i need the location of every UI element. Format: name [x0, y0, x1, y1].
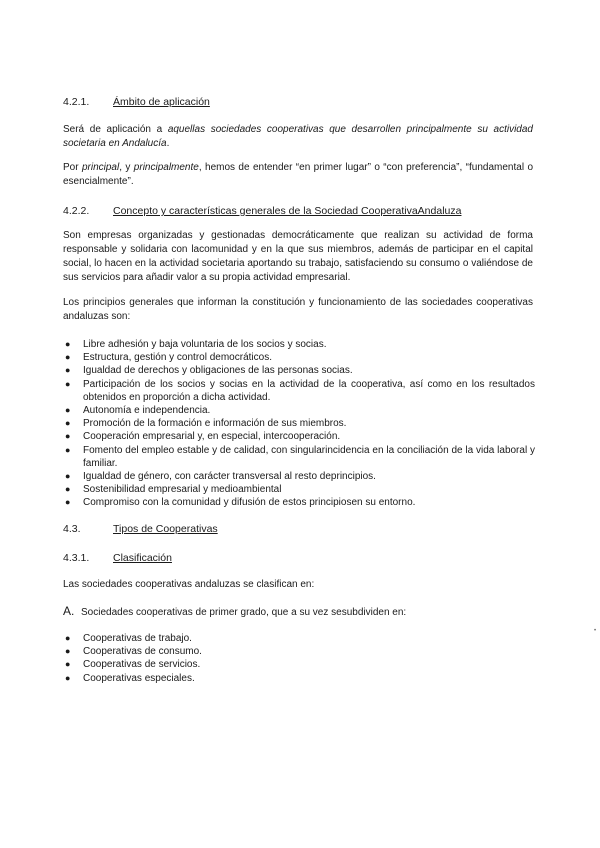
list-item: [63, 364, 535, 377]
bullet-icon: ●: [65, 378, 71, 389]
italic-text: principalmente: [133, 162, 199, 173]
list-item-text: Estructura, gestión y control democráticos.: [83, 352, 272, 364]
list-item: [63, 483, 535, 496]
bullet-icon: ●: [65, 418, 71, 429]
list-item: [63, 444, 535, 470]
paragraph-concept: [63, 229, 533, 285]
bullet-icon: ●: [65, 659, 71, 670]
bullet-icon: ●: [65, 352, 71, 363]
section-number: 4.3.1.: [63, 552, 90, 564]
list-item: [63, 496, 535, 509]
bullet-icon: ●: [65, 646, 71, 657]
italic-text: principal: [81, 162, 120, 173]
text-run: Será de aplicación a: [63, 124, 168, 135]
bullet-icon: ●: [65, 633, 71, 643]
list-item-text: Igualdad de derechos y obligaciones de las personas socias.: [83, 365, 353, 377]
list-item-text: Promoción de la formación e información de sus miembros.: [83, 418, 347, 430]
list-item-text: Cooperativas de servicios.: [83, 659, 201, 671]
list-item: [63, 430, 535, 443]
list-item: [63, 470, 535, 483]
section-heading-4-2-1: [63, 95, 210, 109]
list-item: [63, 417, 535, 430]
bullet-icon: ●: [65, 497, 71, 508]
list-item: [63, 645, 535, 658]
cooperative-types-list: [63, 632, 535, 685]
bullet-icon: ●: [65, 339, 71, 349]
bullet-icon: ●: [65, 484, 71, 495]
section-title: Clasificación: [113, 552, 172, 564]
principles-list: [63, 338, 535, 510]
list-item: [63, 338, 535, 351]
list-item-text: Igualdad de género, con carácter transversal al resto deprincipios.: [83, 471, 376, 483]
list-letter: A.: [63, 604, 75, 618]
list-item: [63, 632, 535, 645]
section-number: 4.3.: [63, 523, 81, 535]
list-item-text: Fomento del empleo estable y de calidad, con singularincidencia en la conciliación de la vida laboral y familiar.: [83, 444, 535, 469]
list-item-text: Cooperativas especiales.: [83, 672, 195, 684]
list-item-text: Libre adhesión y baja voluntaria de los socios y socias.: [83, 339, 327, 350]
list-item-text: Sostenibilidad empresarial y medioambiental: [83, 484, 282, 496]
section-title: Tipos de Cooperativas: [113, 523, 218, 535]
list-item: [63, 378, 535, 404]
bullet-icon: ●: [65, 365, 71, 376]
section-heading-4-2-2: [63, 204, 461, 218]
list-item: [63, 404, 535, 417]
section-title: Concepto y características generales de la Sociedad CooperativaAndaluza: [113, 205, 462, 217]
section-number: 4.2.2.: [63, 205, 90, 217]
section-title: Ámbito de aplicación: [113, 96, 210, 108]
section-heading-4-3: [63, 522, 218, 536]
bullet-icon: ●: [65, 672, 71, 683]
list-item: [63, 658, 535, 671]
paragraph-scope: [63, 123, 533, 151]
text-run: , hemos de entender “en primer lugar” o “con preferencia”, “fundamental o esencialmente”.: [63, 162, 534, 187]
bullet-icon: ●: [65, 471, 71, 482]
list-item: [63, 351, 535, 364]
paragraph-text: Los principios generales que informan la constitución y funcionamiento de las sociedades cooperativas andaluzas son:: [63, 297, 533, 322]
bullet-icon: ●: [65, 405, 71, 416]
list-item-text: Cooperación empresarial y, en especial, intercooperación.: [83, 431, 341, 443]
list-item-text: Cooperativas de consumo.: [83, 646, 202, 658]
paragraph-principles-intro: [63, 296, 533, 324]
paragraph-text: Las sociedades cooperativas andaluzas se clasifican en:: [63, 579, 315, 590]
paragraph-text: Son empresas organizadas y gestionadas democráticamente que realizan su actividad de forma responsable y solidaria con lacomunidad y en la que sus miembros, además de participar en el capital social, lo hacen en la actividad societaria aportando su trabajo, satisfaciendo su consumo o valiéndose de sus servicios para añadir valor a su propia actividad empresarial.: [63, 230, 533, 283]
list-item-text: Compromiso con la comunidad y difusión de estos principiosen su entorno.: [83, 497, 416, 509]
list-heading-a: [63, 604, 406, 620]
section-heading-4-3-1: [63, 551, 172, 565]
list-heading-text: Sociedades cooperativas de primer grado, que a su vez sesubdividen en:: [81, 607, 407, 618]
paragraph-classification: [63, 578, 533, 592]
italic-text: aquellas sociedades cooperativas que desarrollen principalmente su actividad societaria en Andalucía: [63, 124, 533, 149]
text-run: , y: [119, 162, 134, 173]
stray-mark: •: [594, 628, 597, 634]
list-item: [63, 672, 535, 685]
paragraph-definition: [63, 161, 533, 189]
list-item-text: Autonomía e independencia.: [83, 405, 211, 417]
bullet-icon: ●: [65, 444, 71, 455]
list-item-text: Participación de los socios y socias en la actividad de la cooperativa, así como en los resultados obtenidos en proporción a dicha actividad.: [83, 378, 535, 403]
text-run: .: [166, 138, 170, 149]
list-item-text: Cooperativas de trabajo.: [83, 633, 192, 644]
section-number: 4.2.1.: [63, 96, 90, 108]
bullet-icon: ●: [65, 431, 71, 442]
text-run: Por: [63, 162, 82, 173]
